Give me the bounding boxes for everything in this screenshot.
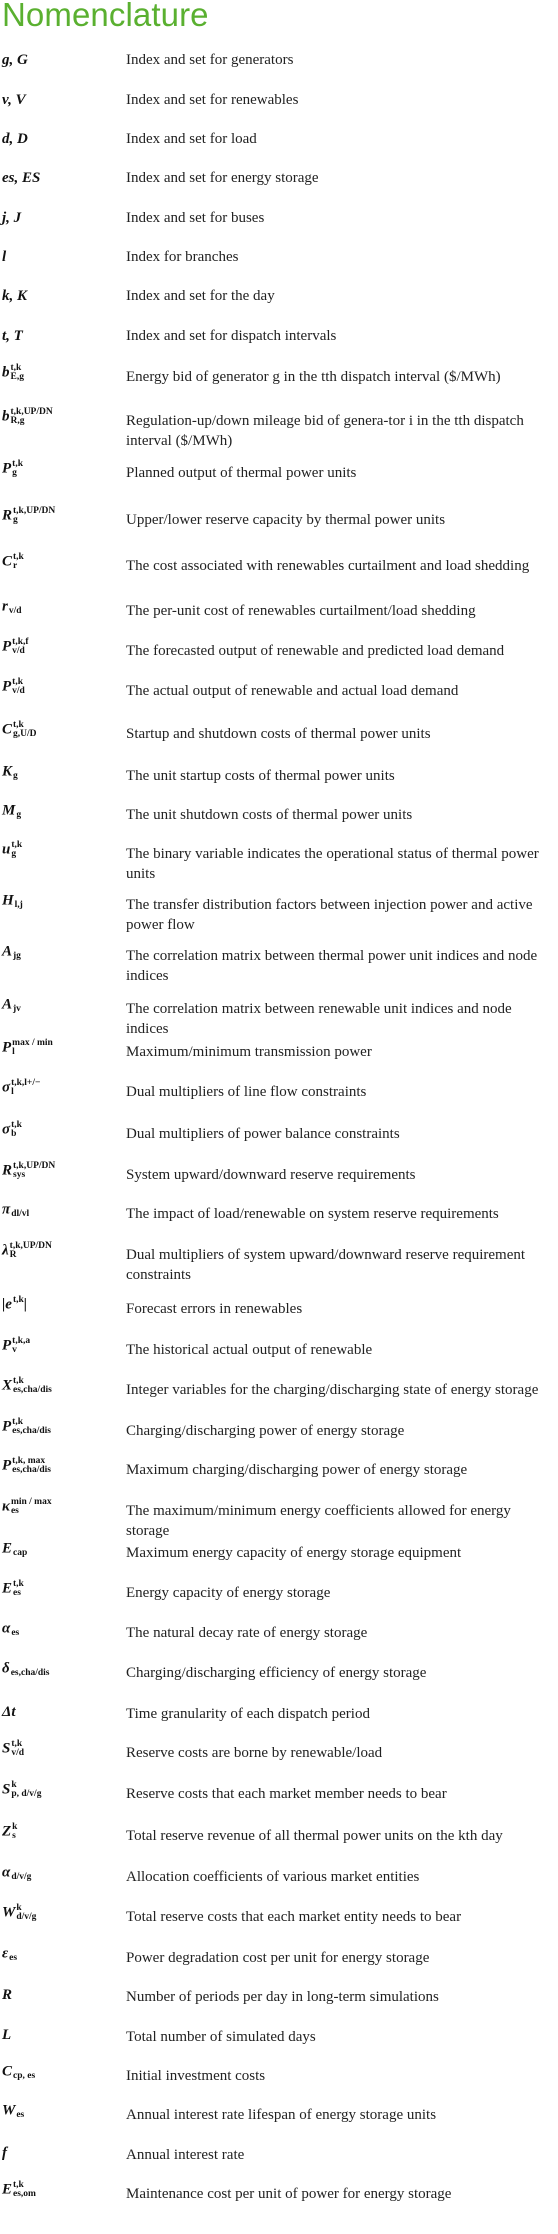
symbol-superscript: t,k bbox=[12, 677, 23, 687]
symbol-subscript: d/v/g bbox=[11, 1872, 32, 1882]
symbol-superscript: t,k,UP/DN bbox=[13, 506, 56, 516]
symbol-base: P bbox=[2, 638, 12, 655]
nomenclature-symbol bbox=[2, 2102, 24, 2120]
nomenclature-symbol bbox=[2, 1121, 22, 1139]
nomenclature-symbol bbox=[2, 210, 21, 227]
symbol-superscript: t,k bbox=[13, 552, 24, 562]
symbol-subscript: v/d bbox=[11, 1748, 25, 1758]
nomenclature-description: The maximum/minimum energy coefficients allowed for energy storage bbox=[126, 1503, 511, 1539]
symbol-subscript: es,cha/dis bbox=[12, 1465, 51, 1475]
symbol-base: P bbox=[2, 460, 12, 477]
nomenclature-symbol bbox=[2, 598, 22, 616]
symbol-base: L bbox=[2, 2027, 12, 2043]
nomenclature-description: Total reserve costs that each market entity needs to bear bbox=[126, 1909, 462, 1925]
nomenclature-description: Dual multipliers of line flow constraints bbox=[126, 1084, 367, 1100]
nomenclature-symbol bbox=[2, 1660, 50, 1678]
nomenclature-description: The binary variable indicates the operational status of thermal power units bbox=[126, 846, 539, 882]
symbol-superscript: t,k, max bbox=[12, 1456, 46, 1466]
symbol-base: α bbox=[2, 1620, 11, 1637]
symbol-subscript: r bbox=[13, 561, 18, 571]
symbol-base: S bbox=[2, 1781, 11, 1798]
symbol-base: K bbox=[2, 763, 13, 780]
symbol-base: C bbox=[2, 553, 13, 570]
symbol-base: P bbox=[2, 1337, 12, 1354]
nomenclature-symbol bbox=[2, 2145, 7, 2162]
symbol-base: A bbox=[2, 943, 13, 960]
nomenclature-symbol bbox=[2, 638, 29, 656]
nomenclature-description: Index and set for energy storage bbox=[126, 170, 319, 186]
symbol-subscript: l,j bbox=[14, 900, 23, 910]
symbol-base: A bbox=[2, 996, 13, 1013]
symbol-subscript: v/d bbox=[12, 646, 25, 656]
nomenclature-symbol bbox=[2, 1418, 51, 1436]
symbol-base: σ bbox=[2, 1079, 11, 1096]
symbol-base: b bbox=[2, 408, 10, 425]
nomenclature-description: The correlation matrix between renewable unit indices and node indices bbox=[126, 1001, 512, 1037]
nomenclature-symbol bbox=[2, 1201, 29, 1219]
symbol-superscript: t,k,a bbox=[12, 1336, 31, 1346]
symbol-base: R bbox=[2, 507, 13, 524]
symbol-subscript: es,cha/dis bbox=[13, 1385, 52, 1395]
nomenclature-description: Index and set for load bbox=[126, 131, 257, 147]
symbol-subscript: es,cha/dis bbox=[10, 1668, 50, 1678]
symbol-base: d, D bbox=[2, 131, 28, 147]
nomenclature-description: Total reserve revenue of all thermal power units on the kth day bbox=[126, 1828, 503, 1844]
nomenclature-symbol bbox=[2, 249, 6, 266]
nomenclature-symbol bbox=[2, 328, 23, 345]
symbol-subscript: es,om bbox=[13, 2189, 36, 2199]
symbol-subscript: g bbox=[13, 515, 18, 525]
nomenclature-description: Charging/discharging efficiency of energy storage bbox=[126, 1665, 427, 1681]
symbol-superscript: t,k bbox=[12, 459, 23, 469]
nomenclature-description: Index and set for buses bbox=[126, 210, 265, 226]
nomenclature-symbol bbox=[2, 1540, 27, 1558]
nomenclature-symbol bbox=[2, 1704, 16, 1721]
nomenclature-symbol bbox=[2, 408, 53, 426]
symbol-tail: | bbox=[23, 1296, 28, 1313]
symbol-base: u bbox=[2, 841, 11, 858]
symbol-superscript: max / min bbox=[12, 1038, 53, 1048]
nomenclature-description: Time granularity of each dispatch period bbox=[126, 1706, 370, 1722]
nomenclature-symbol bbox=[2, 1904, 36, 1922]
symbol-base: |e bbox=[2, 1296, 12, 1313]
symbol-superscript: t,k,UP/DN bbox=[10, 407, 53, 417]
nomenclature-description: Forecast errors in renewables bbox=[126, 1301, 303, 1317]
nomenclature-symbol bbox=[2, 131, 28, 148]
symbol-base: ε bbox=[2, 1945, 9, 1962]
symbol-base: k, K bbox=[2, 288, 28, 304]
symbol-base: Z bbox=[2, 1823, 12, 1840]
nomenclature-description: The historical actual output of renewable bbox=[126, 1342, 373, 1358]
nomenclature-description: The transfer distribution factors between injection power and active power flow bbox=[126, 897, 533, 933]
symbol-subscript bbox=[13, 1305, 24, 1314]
nomenclature-description: Reserve costs are borne by renewable/load bbox=[126, 1745, 383, 1761]
nomenclature-description: Total number of simulated days bbox=[126, 2029, 316, 2045]
symbol-subscript: cap bbox=[13, 1548, 28, 1558]
symbol-subscript: s bbox=[12, 1831, 16, 1841]
page-title: Nomenclature bbox=[2, 0, 209, 33]
symbol-subscript: cp, es bbox=[13, 2071, 36, 2081]
symbol-superscript: t,k bbox=[13, 1376, 24, 1386]
symbol-base: S bbox=[2, 1740, 11, 1757]
symbol-superscript: t,k bbox=[13, 720, 24, 730]
symbol-subscript: jv bbox=[13, 1004, 21, 1014]
symbol-superscript: k bbox=[12, 1822, 18, 1832]
nomenclature-description: The unit startup costs of thermal power units bbox=[126, 768, 395, 784]
nomenclature-description: Power degradation cost per unit for energy storage bbox=[126, 1950, 430, 1966]
symbol-base: r bbox=[2, 598, 8, 615]
nomenclature-symbol bbox=[2, 507, 55, 525]
symbol-base: Δt bbox=[2, 1704, 16, 1720]
nomenclature-symbol bbox=[2, 763, 18, 781]
symbol-subscript: R bbox=[9, 1250, 17, 1260]
nomenclature-symbol bbox=[2, 2063, 35, 2081]
nomenclature-description: The cost associated with renewables curtailment and load shedding bbox=[126, 558, 530, 574]
symbol-base: P bbox=[2, 1039, 12, 1056]
symbol-superscript: t,k bbox=[13, 2180, 24, 2190]
nomenclature-symbol bbox=[2, 92, 26, 109]
nomenclature-symbol bbox=[2, 52, 28, 69]
symbol-subscript: E,g bbox=[10, 372, 24, 382]
nomenclature-symbol bbox=[2, 1864, 31, 1882]
symbol-superscript: t,k,UP/DN bbox=[13, 1161, 56, 1171]
symbol-superscript: min / max bbox=[10, 1497, 52, 1507]
symbol-subscript: v/d bbox=[12, 686, 25, 696]
symbol-superscript: t,k bbox=[10, 363, 22, 373]
nomenclature-description: Startup and shutdown costs of thermal power units bbox=[126, 726, 431, 742]
nomenclature-symbol bbox=[2, 943, 21, 961]
nomenclature-symbol bbox=[2, 996, 21, 1014]
nomenclature-description: Initial investment costs bbox=[126, 2068, 266, 2084]
symbol-superscript: t,k,f bbox=[12, 637, 29, 647]
nomenclature-description: The forecasted output of renewable and predicted load demand bbox=[126, 643, 505, 659]
nomenclature-description: The per-unit cost of renewables curtailment/load shedding bbox=[126, 603, 476, 619]
symbol-subscript: l bbox=[11, 1087, 14, 1097]
nomenclature-symbol bbox=[2, 1823, 17, 1841]
nomenclature-description: Annual interest rate lifespan of energy storage units bbox=[126, 2107, 437, 2123]
symbol-base: P bbox=[2, 1457, 12, 1474]
nomenclature-symbol bbox=[2, 553, 24, 571]
nomenclature-description: Planned output of thermal power units bbox=[126, 465, 357, 481]
nomenclature-description: Index and set for generators bbox=[126, 52, 294, 68]
symbol-base: W bbox=[2, 1904, 16, 1921]
symbol-subscript: g bbox=[11, 849, 17, 859]
nomenclature-description: Energy capacity of energy storage bbox=[126, 1585, 331, 1601]
symbol-subscript: b bbox=[11, 1129, 17, 1139]
nomenclature-symbol bbox=[2, 460, 23, 478]
nomenclature-symbol bbox=[2, 1740, 24, 1758]
nomenclature-description: Upper/lower reserve capacity by thermal power units bbox=[126, 512, 446, 528]
symbol-base: P bbox=[2, 678, 12, 695]
nomenclature-symbol bbox=[2, 364, 24, 382]
nomenclature-symbol bbox=[2, 170, 40, 187]
symbol-subscript: d/v/g bbox=[16, 1912, 37, 1922]
nomenclature-symbol bbox=[2, 1781, 41, 1799]
symbol-base: b bbox=[2, 364, 10, 381]
symbol-subscript: es bbox=[13, 1588, 21, 1598]
symbol-base: P bbox=[2, 1418, 12, 1435]
nomenclature-description: The actual output of renewable and actual load demand bbox=[126, 683, 459, 699]
nomenclature-symbol bbox=[2, 2027, 11, 2044]
symbol-subscript: g bbox=[12, 468, 17, 478]
symbol-base: l bbox=[2, 249, 7, 265]
symbol-superscript: t,k bbox=[13, 1579, 24, 1589]
nomenclature-description: The natural decay rate of energy storage bbox=[126, 1625, 368, 1641]
symbol-subscript: g bbox=[16, 810, 22, 820]
nomenclature-description: Charging/discharging power of energy storage bbox=[126, 1423, 405, 1439]
nomenclature-symbol bbox=[2, 1337, 30, 1355]
nomenclature-description: Maximum/minimum transmission power bbox=[126, 1044, 372, 1060]
nomenclature-description: Index and set for dispatch intervals bbox=[126, 328, 337, 344]
nomenclature-description: The impact of load/renewable on system reserve requirements bbox=[126, 1206, 499, 1222]
symbol-subscript: R,g bbox=[10, 416, 25, 426]
nomenclature-description: Maintenance cost per unit of power for energy storage bbox=[126, 2186, 452, 2202]
symbol-subscript: jg bbox=[13, 951, 21, 961]
symbol-subscript: v bbox=[12, 1345, 17, 1355]
symbol-subscript: es bbox=[11, 1628, 20, 1638]
symbol-base: E bbox=[2, 2181, 13, 2198]
nomenclature-symbol bbox=[2, 1457, 51, 1475]
symbol-base: es, ES bbox=[2, 170, 41, 186]
symbol-base: E bbox=[2, 1580, 13, 1597]
nomenclature-description: Integer variables for the charging/discharging state of energy storage bbox=[126, 1382, 539, 1398]
nomenclature-description: Allocation coefficients of various market entities bbox=[126, 1869, 420, 1885]
nomenclature-symbol bbox=[2, 1079, 40, 1097]
nomenclature-description: System upward/downward reserve requirements bbox=[126, 1167, 416, 1183]
nomenclature-description: The correlation matrix between thermal power unit indices and node indices bbox=[126, 948, 538, 984]
nomenclature-symbol bbox=[2, 721, 37, 739]
nomenclature-symbol bbox=[2, 1580, 24, 1598]
symbol-superscript: t,k bbox=[12, 1295, 24, 1305]
nomenclature-symbol bbox=[2, 288, 27, 305]
nomenclature-description: Energy bid of generator g in the tth dispatch interval ($/MWh) bbox=[126, 369, 501, 385]
symbol-base: W bbox=[2, 2102, 16, 2119]
nomenclature-symbol bbox=[2, 892, 23, 910]
nomenclature-description: Dual multipliers of power balance constraints bbox=[126, 1126, 400, 1142]
nomenclature-description: Dual multipliers of system upward/downward reserve requirement constraints bbox=[126, 1247, 526, 1283]
symbol-base: α bbox=[2, 1864, 11, 1881]
symbol-subscript: es,cha/dis bbox=[12, 1426, 51, 1436]
symbol-base: H bbox=[2, 892, 14, 909]
symbol-base: t, T bbox=[2, 328, 23, 344]
symbol-base: f bbox=[2, 2145, 7, 2161]
symbol-subscript: dl/vl bbox=[11, 1209, 30, 1219]
symbol-base: X bbox=[2, 1377, 13, 1394]
nomenclature-description: Maximum charging/discharging power of energy storage bbox=[126, 1462, 468, 1478]
symbol-superscript: k bbox=[11, 1780, 17, 1790]
nomenclature-symbol bbox=[2, 841, 22, 859]
nomenclature-description: Annual interest rate bbox=[126, 2147, 245, 2163]
symbol-subscript: es bbox=[9, 1953, 18, 1963]
nomenclature-symbol bbox=[2, 1039, 53, 1057]
symbol-base: π bbox=[2, 1201, 11, 1218]
nomenclature-symbol bbox=[2, 1620, 19, 1638]
symbol-superscript: t,k,l+/− bbox=[11, 1078, 41, 1088]
nomenclature-description: The unit shutdown costs of thermal power units bbox=[126, 807, 413, 823]
symbol-base: j, J bbox=[2, 210, 22, 226]
symbol-subscript: p, d/v/g bbox=[11, 1789, 42, 1799]
nomenclature-symbol bbox=[2, 1945, 17, 1963]
nomenclature-description: Number of periods per day in long-term simulations bbox=[126, 1989, 439, 2005]
nomenclature-description: Index for branches bbox=[126, 249, 239, 265]
symbol-superscript: t,k bbox=[11, 840, 23, 850]
nomenclature-symbol bbox=[2, 1242, 52, 1260]
symbol-subscript: l bbox=[12, 1047, 15, 1057]
symbol-superscript: t,k bbox=[11, 1120, 22, 1130]
symbol-base: σ bbox=[2, 1121, 11, 1138]
nomenclature-symbol bbox=[2, 1162, 55, 1180]
symbol-superscript: t,k bbox=[11, 1739, 23, 1749]
nomenclature-description: Regulation-up/down mileage bid of genera-tor i in the tth dispatch interval ($/MWh) bbox=[126, 413, 524, 449]
symbol-base: C bbox=[2, 721, 13, 738]
symbol-base: R bbox=[2, 1162, 13, 1179]
nomenclature-symbol bbox=[2, 1377, 52, 1395]
symbol-superscript: t,k bbox=[12, 1417, 23, 1427]
symbol-base: R bbox=[2, 1987, 13, 2003]
symbol-base: M bbox=[2, 802, 16, 819]
symbol-base: δ bbox=[2, 1660, 10, 1677]
nomenclature-description: Maximum energy capacity of energy storage equipment bbox=[126, 1545, 462, 1561]
nomenclature-symbol bbox=[2, 802, 21, 820]
symbol-base: κ bbox=[2, 1498, 10, 1515]
nomenclature-description: Index and set for renewables bbox=[126, 92, 299, 108]
nomenclature-symbol bbox=[2, 678, 25, 696]
symbol-base: λ bbox=[2, 1242, 9, 1259]
symbol-subscript: g bbox=[13, 771, 18, 781]
nomenclature-symbol bbox=[2, 1498, 52, 1516]
symbol-subscript: es bbox=[16, 2110, 25, 2120]
symbol-base: v, V bbox=[2, 92, 26, 108]
nomenclature-description: Reserve costs that each market member needs to bear bbox=[126, 1786, 447, 1802]
symbol-base: g, G bbox=[2, 52, 28, 68]
symbol-subscript: es bbox=[10, 1506, 19, 1516]
symbol-subscript: g,U/D bbox=[13, 729, 37, 739]
symbol-base: C bbox=[2, 2063, 13, 2080]
symbol-superscript: k bbox=[16, 1903, 22, 1913]
symbol-superscript: t,k,UP/DN bbox=[9, 1241, 52, 1251]
nomenclature-description: Index and set for the day bbox=[126, 288, 275, 304]
nomenclature-symbol bbox=[2, 1296, 27, 1314]
symbol-base: E bbox=[2, 1540, 13, 1557]
nomenclature-symbol bbox=[2, 1987, 12, 2004]
nomenclature-symbol bbox=[2, 2181, 36, 2199]
symbol-subscript: sys bbox=[13, 1170, 26, 1180]
symbol-subscript: v/d bbox=[8, 606, 22, 616]
